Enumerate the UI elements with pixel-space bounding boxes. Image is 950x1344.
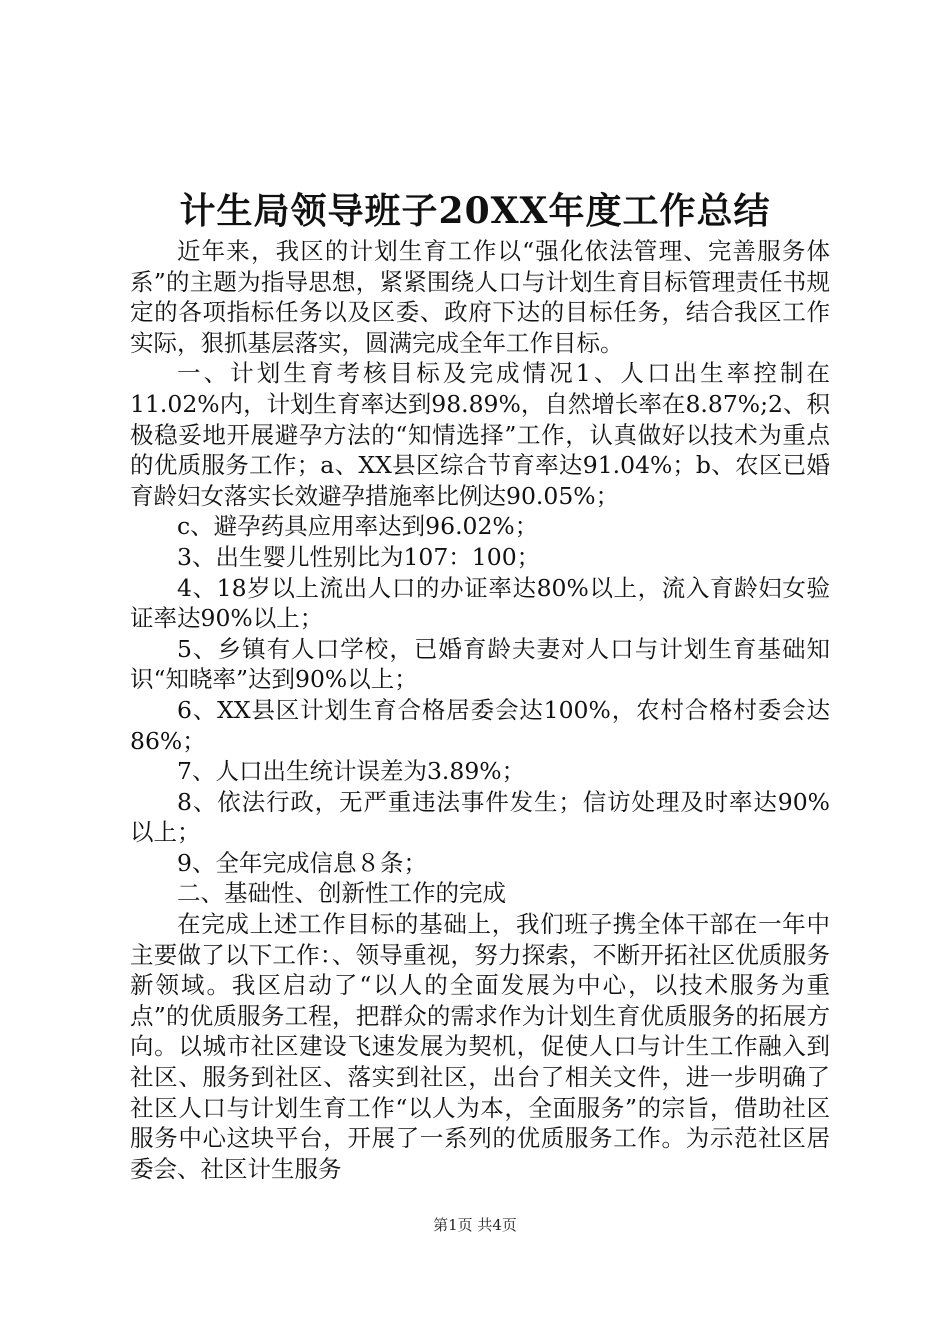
paragraph: 近年来，我区的计划生育工作以“强化依法管理、完善服务体系”的主题为指导思想，紧紧围绕人口与计划生育目标管理责任书规定的各项指标任务以及区委、政府下达的目标任务，结合我区工作实际，狠抓基层落实，圆满完成全年工作目标。 — [130, 237, 830, 357]
paragraph: 一、计划生育考核目标及完成情况1、人口出生率控制在11.02%内，计划生育率达到98.89%，自然增长率在8.87%;2、积极稳妥地开展避孕方法的“知情选择”工作，认真做好以技术为重点的优质服务工作；a、XX县区综合节育率达91.04%；b、农区已婚育龄妇女落实长效避孕措施率比例达90.05%； — [130, 359, 830, 510]
paragraph: 4、18岁以上流出人口的办证率达80%以上，流入育龄妇女验证率达90%以上； — [130, 573, 830, 633]
section-heading: 二、基础性、创新性工作的完成 — [177, 879, 506, 908]
paragraph: 9、全年完成信息８条； — [177, 848, 427, 877]
document-body — [130, 236, 830, 1184]
paragraph: 5、乡镇有人口学校，已婚育龄夫妻对人口与计划生育基础知识“知晓率”达到90%以上； — [130, 634, 830, 694]
paragraph: 3、出生婴儿性别比为107：100； — [177, 542, 541, 571]
paragraph: 8、依法行政，无严重违法事件发生；信访处理及时率达90%以上； — [130, 787, 830, 847]
document-title: 计生局领导班子20XX年度工作总结 — [179, 190, 771, 232]
paragraph: 在完成上述工作目标的基础上，我们班子携全体干部在一年中主要做了以下工作：、领导重视，努力探索，不断开拓社区优质服务新领域。我区启动了“以人的全面发展为中心，以技术服务为重点”的优质服务工程，把群众的需求作为计划生育优质服务的拓展方向。以城市社区建设飞速发展为契机，促使人口与计生工作融入到社区、服务到社区、落实到社区，出台了相关文件，进一步明确了社区人口与计划生育工作“以人为本，全面服务”的宗旨，借助社区服务中心这块平台，开展了一系列的优质服务工作。为示范社区居委会、社区计生服务 — [130, 910, 830, 1183]
paragraph: 6、XX县区计划生育合格居委会达100%，农村合格村委会达86%； — [130, 695, 830, 755]
page-footer: 第1页 共4页 — [433, 1216, 517, 1234]
paragraph: c、避孕药具应用率达到96.02%； — [177, 512, 539, 541]
paragraph: 7、人口出生统计误差为3.89%； — [177, 757, 526, 786]
